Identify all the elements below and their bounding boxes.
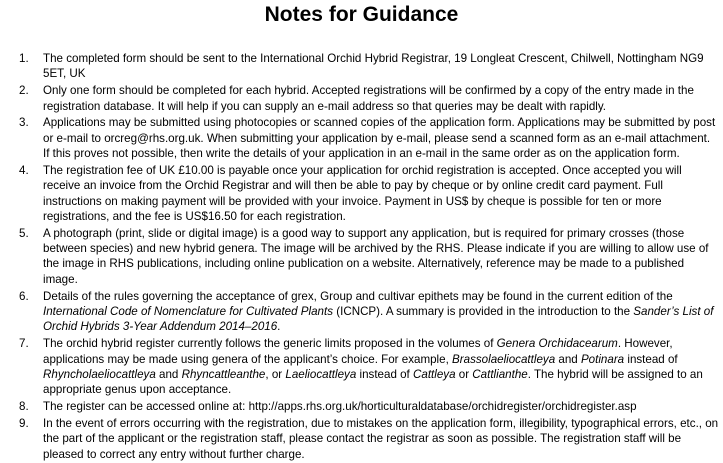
note-text-segment: . However, applications may be made using genera of the applicant’s choice. For example, [43, 337, 673, 366]
note-number: 9. [19, 416, 29, 430]
note-number: 2. [19, 84, 29, 98]
note-item [19, 289, 719, 335]
note-item [19, 115, 719, 161]
note-text-segment: (ICNCP). A summary is provided in the introduction to the [333, 305, 634, 318]
note-text-segment: or [455, 367, 473, 381]
note-italic-text: Sander’s List of Orchid Hybrids 3-Year Addendum 2014–2016 [43, 305, 714, 334]
note-italic-text: Cattleya [413, 367, 456, 381]
note-text-segment: A photograph (print, slide or digital image) is a good way to support any application, but is required for primary crosses (those between species) and new hybrid genera. The image will be archived by the RHS. Please indicate if you are willing to allow use of the image in RHS publications, including online publication on a website. Alternatively, reference may be made to a published image. [43, 226, 709, 286]
note-text-segment: The completed form should be sent to the International Orchid Hybrid Registrar, 19 Longleat Crescent, Chilwell, Nottingham NG9 5ET, UK [43, 52, 704, 81]
note-text-segment: , or [265, 367, 286, 381]
note-italic-text: Rhyncattleanthe [181, 367, 266, 381]
note-italic-text: Brassolaeliocattleya [452, 352, 556, 366]
note-text [43, 336, 719, 397]
note-item [19, 416, 719, 462]
note-item [19, 51, 719, 82]
note-text [43, 416, 719, 462]
note-number: 4. [19, 163, 29, 177]
note-text-segment: instead of [356, 367, 413, 381]
note-text [43, 115, 719, 161]
note-text [43, 399, 719, 414]
note-number: 3. [19, 116, 29, 130]
note-item [19, 226, 719, 287]
note-text-segment: The orchid hybrid register currently follows the generic limits proposed in the volumes of [43, 337, 497, 351]
note-italic-text: International Code of Nomenclature for Cultivated Plants [43, 305, 334, 318]
note-item [19, 399, 719, 414]
note-text-segment: . The hybrid will be assigned to an appropriate genus upon acceptance. [43, 367, 703, 397]
note-text-segment: In the event of errors occurring with the registration, due to mistakes on the application form, illegibility, typographical errors, etc., on the part of the applicant or the registration staff, please contact the registrar as soon as possible. The registration staff will be pleased to correct any entry without further charge. [43, 416, 719, 461]
note-text [43, 163, 719, 224]
note-text [43, 289, 719, 335]
note-number: 5. [19, 226, 29, 240]
note-item [19, 83, 719, 114]
note-text-segment: The registration fee of UK £10.00 is payable once your application for orchid registration is accepted. Once accepted you will receive an invoice from the Orchid Registrar and will then be able to pay by cheque or by online credit card payment. Full instructions on making payment will be provided with your invoice. Payment in US$ by cheque is possible for ten or more registrations, and the fee is US$16.50 for each registration. [43, 163, 682, 223]
note-number: 6. [19, 289, 29, 303]
note-italic-text: Genera Orchidacearum [496, 337, 618, 351]
note-text-segment: The register can be accessed online at: http://apps.rhs.org.uk/horticulturaldatabase/orchidregister/orchidregister.asp [43, 400, 637, 414]
note-text [43, 51, 719, 82]
note-number: 7. [19, 337, 29, 351]
note-italic-text: Laeliocattleya [285, 367, 357, 381]
note-italic-text: Cattlianthe [472, 367, 528, 381]
note-text-segment: instead of [624, 352, 678, 366]
note-text-segment: and [155, 367, 182, 381]
note-item [19, 336, 719, 397]
note-text-segment: Details of the rules governing the acceptance of grex, Group and cultivar epithets may be found in the current edition of the [43, 289, 673, 303]
note-number: 1. [19, 52, 29, 65]
note-text-segment: . [277, 320, 281, 334]
note-italic-text: Potinara [580, 352, 625, 366]
note-item [19, 163, 719, 224]
notes-list [19, 51, 719, 463]
note-text-segment: Applications may be submitted using photocopies or scanned copies of the application form. Applications may be submitted by post or e-mail to orcreg@rhs.org.uk. When submitting your application by e-mail, please send a scanned form as an e-mail attachment. If this proves not possible, then write the details of your application in an e-mail in the same order as on the application form. [43, 116, 716, 161]
page-title: Notes for Guidance [264, 3, 459, 26]
note-text [43, 83, 719, 114]
note-number: 8. [19, 400, 29, 414]
note-italic-text: Rhyncholaeliocattleya [43, 367, 156, 381]
note-text [43, 226, 719, 287]
note-text-segment: Only one form should be completed for each hybrid. Accepted registrations will be confirmed by a copy of the entry made in the registration database. It will help if you can supply an e-mail address so that queries may be dealt with rapidly. [43, 84, 694, 113]
note-text-segment: and [555, 352, 581, 366]
